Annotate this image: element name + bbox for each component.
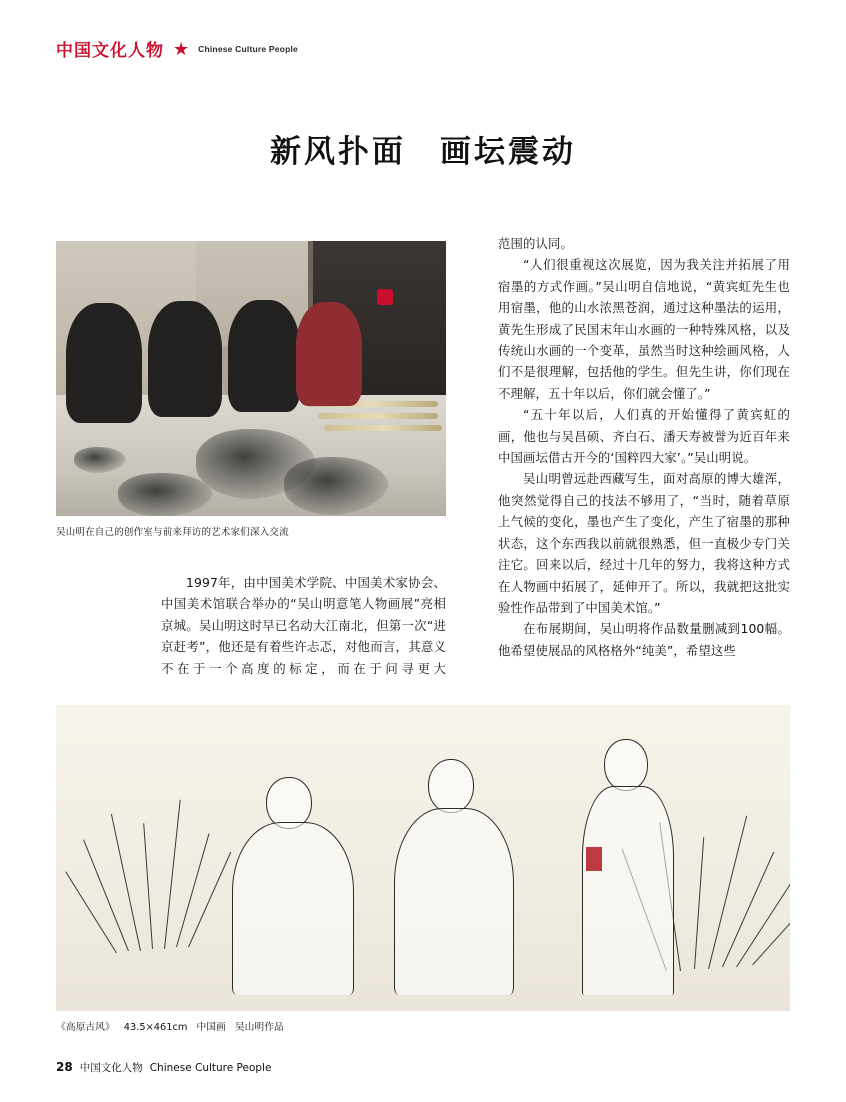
photo-ink-painting (284, 457, 389, 515)
paragraph: 吴山明曾远赴西藏写生，面对高原的博大雄浑，他突然觉得自己的技法不够用了，“当时，随着草原上气候的变化，墨也产生了变化，产生了宿墨的那种状态，这个东西我以前就很熟悉，但一直极少专门关注它。回来以后，经过十几年的努力，我将这种方式在人物画中拓展了，延伸开了。所以，我就把这批实验性作品带到了中国美术馆。” (498, 471, 790, 615)
page-title-part2: 画坛震动 (440, 134, 576, 170)
page-number: 28 (56, 1060, 73, 1074)
photo-person (148, 301, 222, 417)
painting-figure-robe (582, 786, 674, 995)
masthead-logo-en: Chinese Culture People (198, 43, 298, 54)
painting-caption-title: 《高原古风》 (56, 1022, 115, 1033)
photo-person (228, 300, 300, 412)
photo-scroll (318, 413, 438, 419)
paragraph: “五十年以后，人们真的开始懂得了黄宾虹的画，他也与吴昌硕、齐白石、潘天寿被誉为近百年来中国画坛借古开今的‘国粹四大家’。”吴山明说。 (498, 407, 790, 466)
painting-caption-author: 吴山明作品 (234, 1022, 284, 1033)
photo-ink-painting (118, 473, 213, 516)
painting-figure-robe (232, 822, 354, 995)
photo-person (66, 303, 142, 423)
painting-figure-head (604, 739, 648, 791)
star-icon: ★ (173, 38, 190, 59)
body-right-column (498, 233, 790, 661)
painting-caption-size: 43.5×461cm (123, 1022, 188, 1033)
footer-publication-en: Chinese Culture People (149, 1062, 272, 1074)
photo-person (296, 302, 362, 406)
page-title-part1: 新风扑面 (270, 134, 406, 170)
paragraph: 范围的认同。 (498, 236, 573, 251)
paragraph: 在布展期间，吴山明将作品数量删减到100幅。他希望使展品的风格格外“纯美”，希望这些 (498, 621, 790, 658)
body-left-column (161, 572, 446, 679)
paragraph: 1997年，由中国美术学院、中国美术家协会、中国美术馆联合举办的“吴山明意笔人物画展”亮相京城。吴山明这时早已名动大江南北，但第一次“进京赶考”，他还是有着些许忐忑，对他而言，其意义不在于一个高度的标定，而在于问寻更大 (161, 575, 446, 676)
studio-photo-caption: 吴山明在自己的创作室与前来拜访的艺术家们深入交流 (56, 527, 289, 538)
painting-caption (56, 1019, 293, 1033)
painting-caption-medium: 中国画 (196, 1022, 226, 1033)
photo-scroll (324, 425, 442, 431)
painting-gaoyuan-gufeng (56, 705, 790, 1011)
studio-photo (56, 241, 446, 516)
painting-seal (586, 847, 602, 871)
footer-publication-cn: 中国文化人物 (79, 1062, 143, 1074)
page-title (0, 126, 846, 171)
painting-figure (394, 759, 512, 995)
painting-figure (232, 775, 352, 995)
painting-figure-head (428, 759, 474, 813)
photo-ink-painting (74, 447, 126, 473)
painting-figure-robe (394, 808, 514, 995)
page-footer (56, 1060, 271, 1075)
masthead (56, 36, 298, 61)
paragraph: “人们很重视这次展览，因为我关注并拓展了用宿墨的方式作画。”吴山明自信地说，“黄宾虹先生也用宿墨，他的山水浓黑苍润，通过这种墨法的运用，黄先生形成了民国末年山水画的一种特殊风格，以及传统山水画的一个变革，虽然当时这种绘画风格，人们不是很理解，包括他的学生。但先生讲，你们现在不理解，五十年以后，你们就会懂了。” (498, 257, 790, 401)
masthead-logo-cn: 中国文化人物 (56, 41, 164, 61)
